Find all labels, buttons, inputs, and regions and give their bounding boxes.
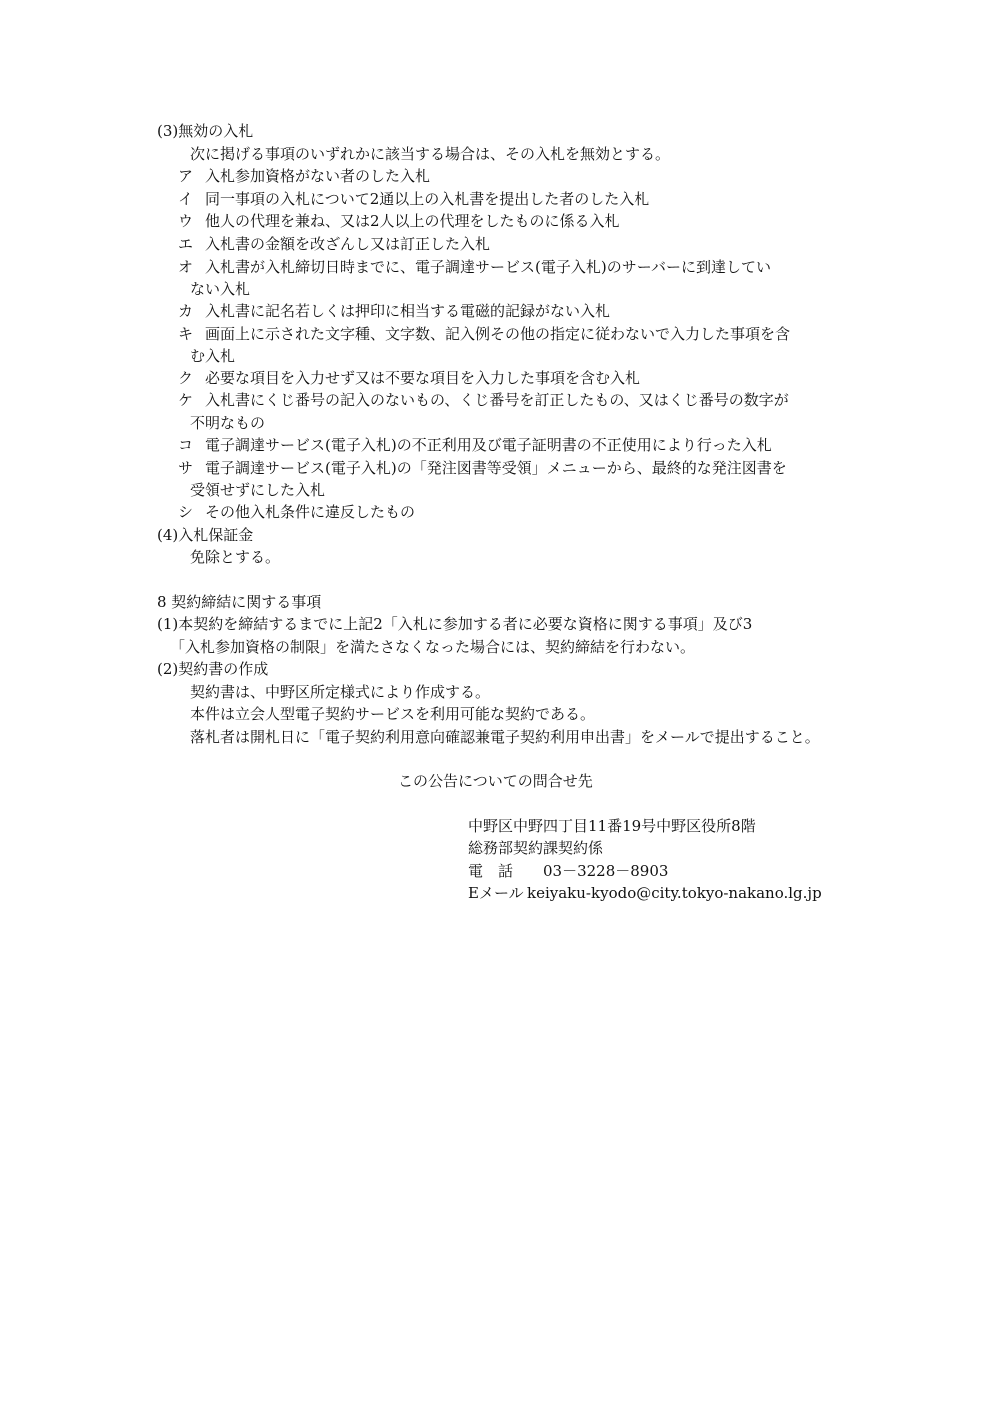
section-8-p2-line: 本件は立会人型電子契約サービスを利用可能な契約である。 [190,705,596,723]
item-text: 入札書が入札締切日時までに、電子調達サービス(電子入札)のサーバーに到達してい [205,258,771,276]
item-mark: イ [178,190,194,208]
item-continuation: 受領せずにした入札 [190,481,326,499]
section-8-heading: 8 契約締結に関する事項 [157,593,322,611]
item-mark: カ [178,302,194,320]
item-text: 入札書にくじ番号の記入のないもの、くじ番号を訂正したもの、又はくじ番号の数字が [205,391,789,409]
contact-phone: 03－3228－8903 [543,862,669,880]
item-text: 入札書に記名若しくは押印に相当する電磁的記録がない入札 [205,302,611,320]
item-text: 他人の代理を兼ね、又は2人以上の代理をしたものに係る入札 [205,212,620,230]
item-continuation: ない入札 [190,280,251,298]
contact-phone-label: 電 話 [468,862,514,880]
item-text: 入札書の金額を改ざんし又は訂正した入札 [205,235,491,253]
section-8-p2-heading: (2)契約書の作成 [157,660,269,678]
item-text: 電子調達サービス(電子入札)の「発注図書等受領」メニューから、最終的な発注図書を [205,459,787,477]
contact-title: この公告についての問合せ先 [398,772,593,790]
item-text: 同一事項の入札について2通以上の入札書を提出した者のした入札 [205,190,650,208]
item-text: 入札参加資格がない者のした入札 [205,167,431,185]
section-8-p1-line2: 「入札参加資格の制限」を満たさなくなった場合には、契約締結を行わない。 [170,638,696,656]
contact-email-label: Eメール [468,884,524,902]
section-3-heading: (3)無効の入札 [157,122,254,140]
contact-email: keiyaku-kyodo@city.tokyo-nakano.lg.jp [527,884,822,902]
section-8-p2-line: 契約書は、中野区所定様式により作成する。 [190,683,491,701]
item-mark: オ [178,258,194,276]
item-continuation: む入札 [190,347,236,365]
item-text: 電子調達サービス(電子入札)の不正利用及び電子証明書の不正使用により行った入札 [205,436,772,454]
item-text: 画面上に示された文字種、文字数、記入例その他の指定に従わないで入力した事項を含 [205,325,791,343]
section-8-p1-line1: (1)本契約を締結するまでに上記2「入札に参加する者に必要な資格に関する事項」及び3 [157,615,753,633]
item-text: その他入札条件に違反したもの [205,503,416,521]
item-mark: キ [178,325,194,343]
item-mark: コ [178,436,194,454]
item-mark: ア [178,167,194,185]
item-mark: シ [178,503,194,521]
item-mark: ク [178,369,194,387]
item-mark: ウ [178,212,194,230]
section-4-heading: (4)入札保証金 [157,526,254,544]
item-mark: サ [178,459,194,477]
contact-address: 中野区中野四丁目11番19号中野区役所8階 [468,817,756,835]
section-8-p2-line: 落札者は開札日に「電子契約利用意向確認兼電子契約利用申出書」をメールで提出すること。 [190,728,820,746]
section-4-body: 免除とする。 [190,548,281,566]
item-mark: エ [178,235,194,253]
contact-department: 総務部契約課契約係 [468,839,604,857]
item-continuation: 不明なもの [190,414,266,432]
item-text: 必要な項目を入力せず又は不要な項目を入力した事項を含む入札 [205,369,641,387]
item-mark: ケ [178,391,194,409]
section-3-intro: 次に掲げる事項のいずれかに該当する場合は、その入札を無効とする。 [190,145,671,163]
